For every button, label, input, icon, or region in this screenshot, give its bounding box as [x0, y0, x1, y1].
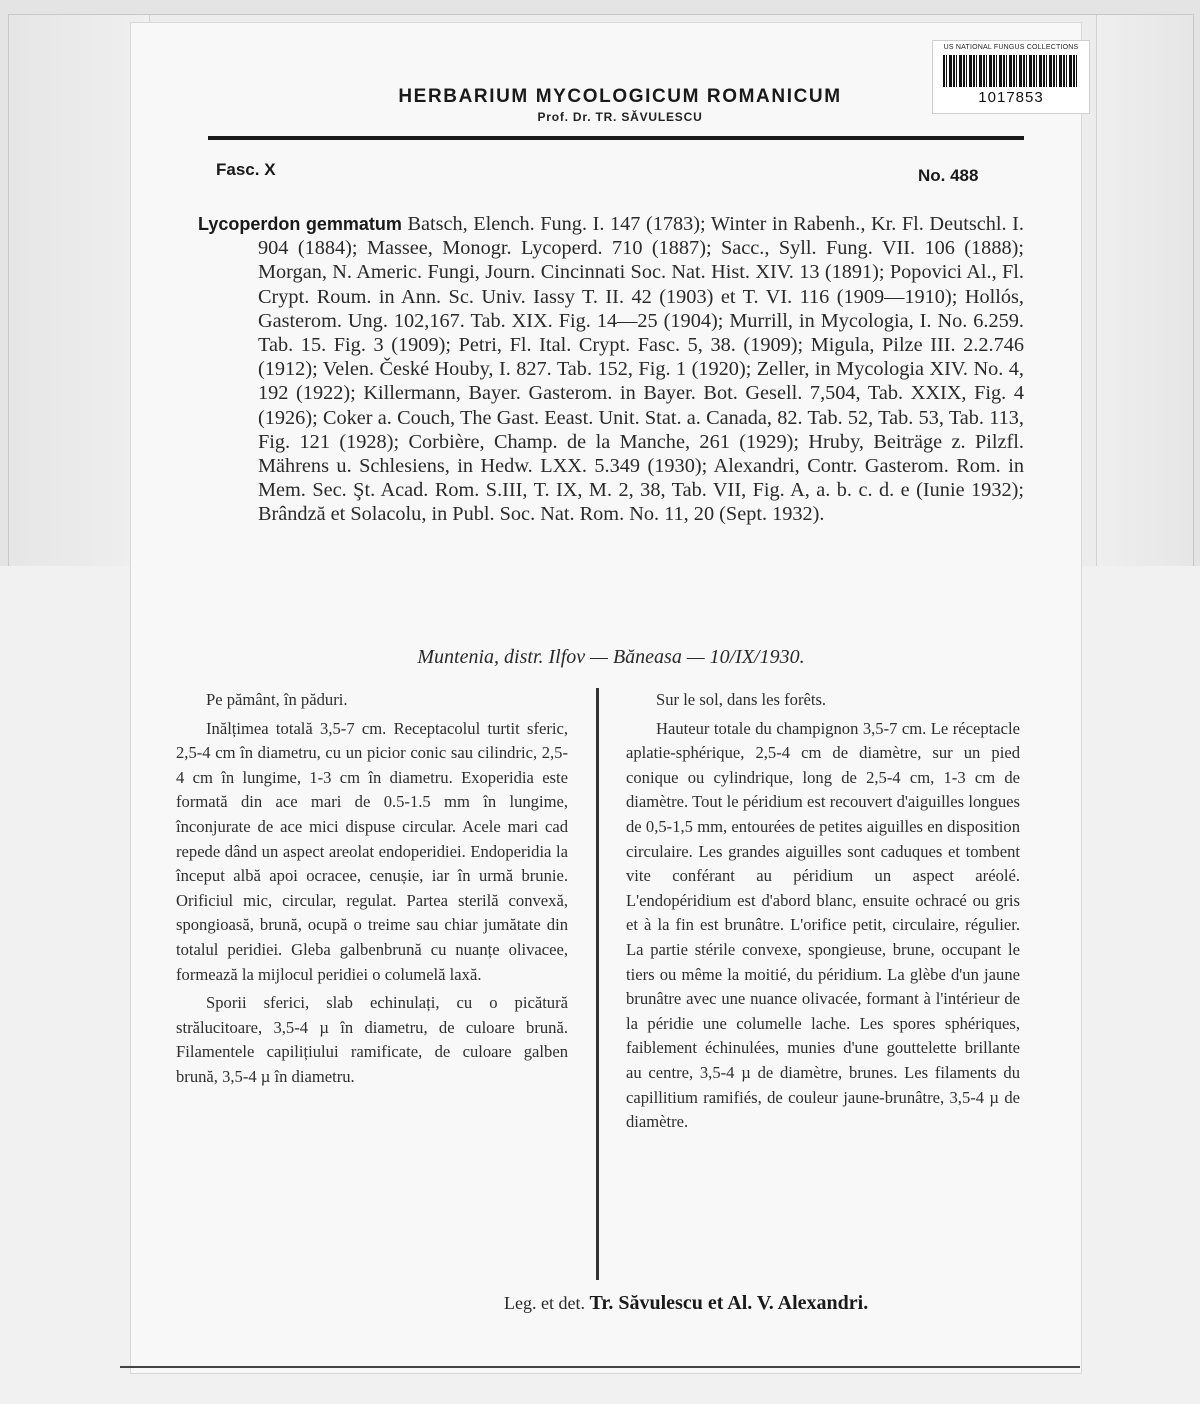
signature-prefix: Leg. et det.	[504, 1293, 585, 1313]
habitat-ro: Pe pământ, în păduri.	[206, 690, 348, 709]
specimen-number: No. 488	[918, 166, 979, 185]
description-french	[626, 688, 1020, 1139]
spores-ro: Sporii sferici, slab echinulați, cu o picătură strălucitoare, 3,5-4 µ în diametru, de culoare brună. Filamentele capilițiului ramificate, de culoare galben brună, 3,5-4 µ în diametru.	[176, 993, 568, 1086]
signature-authors: Tr. Săvulescu et Al. V. Alexandri.	[589, 1292, 869, 1314]
collector-signature	[504, 1292, 868, 1315]
taxon-citation	[198, 212, 1024, 527]
herbarium-director: Prof. Dr. TR. SĂVULESCU	[537, 110, 703, 124]
fascicle-number: Fasc. X	[216, 160, 276, 179]
collection-locality: Muntenia, distr. Ilfov — Băneasa — 10/IX/1930.	[417, 646, 805, 668]
column-divider	[596, 688, 599, 1280]
morphology-ro: Inălțimea totală 3,5-7 cm. Receptacolul turtit sferic, 2,5-4 cm în diametru, cu un picior conic sau cilindric, 2,5-4 cm în lungime, 1-3 cm în diametru. Exoperidia este formată din ace mari de 0.5-1.5 mm în lungime, înconjurate de ace mici dispuse circular. Acele mari cad repede dând un aspect areolat endoperidiei. Endoperidia la început albă apoi ocracee, cenușie, iar în urmă brunie. Orificiul mic, circular, regulat. Partea sterilă convexă, spongioasă, brună, ocupă o treime sau chiar jumătate din totalul peridiei. Gleba galbenbrună cu nuanțe olivacee, formează la mijlocul peridiei o columelă laxă.	[176, 718, 568, 984]
description-romanian	[176, 688, 568, 1094]
species-name: Lycoperdon gemmatum	[198, 214, 402, 234]
citation-references: Batsch, Elench. Fung. I. 147 (1783); Winter in Rabenh., Kr. Fl. Deutschl. I. 904 (1884); Massee, Monogr. Lycoperd. 710 (1887); Sacc., Syll. Fung. VII. 106 (1888); Morgan, N. Americ. Fungi, Journ. Cincinnati Soc. Nat. Hist. XIV. 13 (1891); Popovici Al., Fl. Crypt. Roum. in Ann. Sc. Univ. Iassy T. II. 42 (1903) et T. VI. 116 (1909—1910); Hollós, Gasterom. Ung. 102,167. Tab. XIX. Fig. 14—25 (1904); Murrill, in Mycologia, I. No. 6.259. Tab. 15. Fig. 3 (1909); Petri, Fl. Ital. Crypt. Fasc. 5, 38. (1909); Migula, Pilze III. 2.2.746 (1912); Velen. České Houby, I. 827. Tab. 152, Fig. 1 (1920); Zeller, in Mycologia XIV. No. 4, 192 (1922); Killermann, Bayer. Gasterom. in Bayer. Bot. Gesell. 7,504, Tab. XXIX, Fig. 4 (1926); Coker a. Couch, The Gast. Eeast. Unit. Stat. a. Canada, 82. Tab. 52, Tab. 53, Tab. 113, Fig. 121 (1928); Corbière, Champ. de la Manche, 261 (1929); Hruby, Beiträge z. Pilzfl. Mährens u. Schlesiens, in Hedw. LXX. 5.349 (1930); Alexandri, Contr. Gasterom. Rom. in Mem. Sec. Şt. Acad. Rom. S.III, T. IX, M. 2, 38, Tab. VII, Fig. A, a. b. c. d. e (Iunie 1932); Brândză et Solacolu, in Publ. Soc. Nat. Rom. No. 11, 20 (Sept. 1932).	[258, 213, 1024, 526]
label-bottom-edge	[120, 1366, 1080, 1368]
barcode-institution: US NATIONAL FUNGUS COLLECTIONS	[943, 44, 1079, 51]
envelope-right-flap	[1096, 15, 1193, 567]
barcode-label	[932, 40, 1090, 114]
barcode-icon	[943, 55, 1079, 87]
barcode-number: 1017853	[978, 89, 1044, 106]
envelope-left-flap	[9, 15, 150, 567]
header-rule	[208, 136, 1024, 140]
herbarium-title: HERBARIUM MYCOLOGICUM ROMANICUM	[398, 86, 842, 107]
morphology-fr: Hauteur totale du champignon 3,5-7 cm. Le réceptacle aplatie-sphérique, 2,5-4 cm de diamètre, sur un pied conique ou cylindrique, long de 2,5-4 cm, 1-3 cm de diamètre. Tout le péridium est recouvert d'aiguilles longues de 0,5-1,5 mm, entourées de petites aiguilles en disposition circulaire. Les grandes aiguilles sont caduques et tombent vite conférant au péridium un aspect aréolé. L'endopéridium est d'abord blanc, ensuite ochracé ou gris et à la fin est brunâtre. L'orifice petit, circulaire, régulier. La partie stérile convexe, spongieuse, brune, occupant le tiers ou même la moitié, du péridium. La glèbe d'un jaune brunâtre avec une nuance olivacée, formant à l'intérieur de la péridie une columelle lache. Les spores sphériques, faiblement échinulées, munies d'une gouttelette brillante au centre, 3,5-4 µ de diamètre, brunes. Les filaments du capillitium ramifiés, de couleur jaune-brunâtre, 3,5-4 µ de diamètre.	[626, 718, 1020, 1132]
habitat-fr: Sur le sol, dans les forêts.	[656, 690, 827, 709]
